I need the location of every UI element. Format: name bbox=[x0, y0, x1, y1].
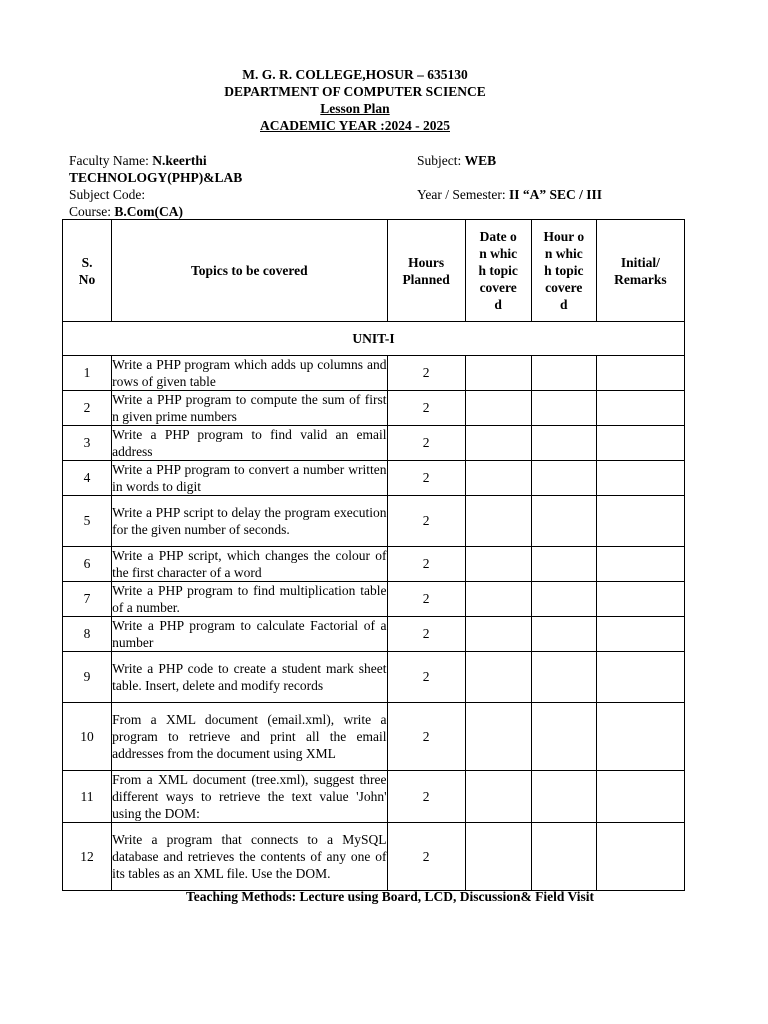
row-date-covered bbox=[465, 617, 531, 652]
row-sno: 11 bbox=[63, 771, 112, 823]
row-sno: 5 bbox=[63, 496, 112, 547]
row-hours: 2 bbox=[387, 617, 465, 652]
row-date-covered bbox=[465, 547, 531, 582]
row-hour-covered bbox=[531, 771, 596, 823]
table-row bbox=[63, 496, 685, 547]
row-hour-covered bbox=[531, 496, 596, 547]
row-sno: 8 bbox=[63, 617, 112, 652]
subject bbox=[417, 152, 496, 169]
table-row bbox=[63, 582, 685, 617]
header-hours: Hours Planned bbox=[387, 220, 465, 322]
table-row bbox=[63, 617, 685, 652]
row-topic: Write a PHP script, which changes the colour of the first character of a word bbox=[112, 548, 387, 580]
course-label: Course: bbox=[69, 204, 115, 219]
row-hours: 2 bbox=[387, 703, 465, 771]
course-value: B.Com(CA) bbox=[114, 204, 183, 219]
row-sno: 6 bbox=[63, 547, 112, 582]
row-hour-covered bbox=[531, 582, 596, 617]
academic-year-text: ACADEMIC YEAR :2024 - 2025 bbox=[260, 118, 450, 133]
row-remarks bbox=[596, 461, 684, 496]
row-sno: 7 bbox=[63, 582, 112, 617]
row-remarks bbox=[596, 356, 684, 391]
row-sno: 2 bbox=[63, 391, 112, 426]
row-hours: 2 bbox=[387, 461, 465, 496]
row-hour-covered bbox=[531, 391, 596, 426]
row-topic: Write a PHP program to compute the sum of first n given prime numbers bbox=[112, 392, 387, 424]
row-sno: 1 bbox=[63, 356, 112, 391]
header-date-covered: Date on which topic covere d bbox=[465, 220, 531, 322]
row-hours: 2 bbox=[387, 426, 465, 461]
header-remarks: Initial/ Remarks bbox=[596, 220, 684, 322]
row-date-covered bbox=[465, 461, 531, 496]
course bbox=[69, 203, 183, 220]
row-date-covered bbox=[465, 426, 531, 461]
row-hours: 2 bbox=[387, 582, 465, 617]
row-hour-covered bbox=[531, 547, 596, 582]
table-row bbox=[63, 652, 685, 703]
year-semester bbox=[417, 186, 602, 203]
row-hour-covered bbox=[531, 823, 596, 891]
row-sno: 4 bbox=[63, 461, 112, 496]
faculty-name bbox=[69, 152, 207, 169]
row-remarks bbox=[596, 771, 684, 823]
unit-row bbox=[63, 322, 685, 356]
row-topic: Write a PHP program to find valid an email address bbox=[112, 427, 387, 459]
faculty-label: Faculty Name: bbox=[69, 153, 153, 168]
row-topic: From a XML document (email.xml), write a program to retrieve and print all the email addresses from the document using XML bbox=[112, 703, 387, 771]
table-row bbox=[63, 823, 685, 891]
row-date-covered bbox=[465, 391, 531, 426]
row-topic: Write a program that connects to a MySQL database and retrieves the contents of any one of its tables as an XML file. Use the DOM. bbox=[112, 823, 387, 891]
lesson-plan-table bbox=[62, 219, 685, 891]
faculty-value: N.keerthi bbox=[152, 153, 207, 168]
row-remarks bbox=[596, 703, 684, 771]
table-header-row bbox=[63, 220, 685, 322]
row-topic: From a XML document (tree.xml), suggest three different ways to retrieve the text value 'John' using the DOM: bbox=[112, 772, 387, 821]
table-row bbox=[63, 356, 685, 391]
row-remarks bbox=[596, 547, 684, 582]
row-topic: Write a PHP script to delay the program execution for the given number of seconds. bbox=[112, 496, 387, 547]
document-type-text: Lesson Plan bbox=[320, 101, 390, 116]
teaching-methods: Teaching Methods: Lecture using Board, LCD, Discussion& Field Visit bbox=[185, 889, 595, 904]
row-hours: 2 bbox=[387, 652, 465, 703]
row-date-covered bbox=[465, 771, 531, 823]
header-sno: S. No bbox=[63, 220, 112, 322]
row-hours: 2 bbox=[387, 547, 465, 582]
row-remarks bbox=[596, 391, 684, 426]
row-date-covered bbox=[465, 582, 531, 617]
row-remarks bbox=[596, 582, 684, 617]
row-hours: 2 bbox=[387, 771, 465, 823]
header-hour-covered: Hour on which topic covere d bbox=[531, 220, 596, 322]
row-topic: Write a PHP program which adds up columns and rows of given table bbox=[112, 357, 387, 389]
subject-value-line1: WEB bbox=[464, 153, 497, 168]
row-hour-covered bbox=[531, 703, 596, 771]
row-hour-covered bbox=[531, 652, 596, 703]
year-value: II “A” SEC / III bbox=[509, 187, 603, 202]
row-sno: 9 bbox=[63, 652, 112, 703]
row-hour-covered bbox=[531, 461, 596, 496]
row-topic: Write a PHP program to find multiplication table of a number. bbox=[112, 583, 387, 615]
row-date-covered bbox=[465, 703, 531, 771]
subject-continued bbox=[69, 169, 242, 186]
year-label: Year / Semester: bbox=[417, 187, 509, 202]
row-hour-covered bbox=[531, 426, 596, 461]
department-name: DEPARTMENT OF COMPUTER SCIENCE bbox=[224, 84, 486, 99]
row-sno: 12 bbox=[63, 823, 112, 891]
subject-code bbox=[69, 186, 145, 203]
row-hour-covered bbox=[531, 617, 596, 652]
table-row bbox=[63, 547, 685, 582]
table-row bbox=[63, 703, 685, 771]
row-remarks bbox=[596, 617, 684, 652]
document-type bbox=[0, 100, 710, 117]
row-sno: 10 bbox=[63, 703, 112, 771]
table-row bbox=[63, 391, 685, 426]
row-topic: Write a PHP program to convert a number written in words to digit bbox=[112, 462, 387, 494]
subject-value-line2: TECHNOLOGY(PHP)&LAB bbox=[69, 170, 243, 185]
row-topic: Write a PHP program to calculate Factorial of a number bbox=[112, 618, 387, 650]
row-sno: 3 bbox=[63, 426, 112, 461]
row-remarks bbox=[596, 426, 684, 461]
subject-label: Subject: bbox=[417, 153, 465, 168]
row-date-covered bbox=[465, 823, 531, 891]
unit-title: UNIT-I bbox=[63, 322, 685, 356]
row-hour-covered bbox=[531, 356, 596, 391]
table-row bbox=[63, 771, 685, 823]
row-hours: 2 bbox=[387, 356, 465, 391]
table-row bbox=[63, 426, 685, 461]
row-date-covered bbox=[465, 496, 531, 547]
row-remarks bbox=[596, 823, 684, 891]
table-row bbox=[63, 461, 685, 496]
row-remarks bbox=[596, 496, 684, 547]
row-topic: Write a PHP code to create a student mark sheet table. Insert, delete and modify records bbox=[112, 652, 387, 703]
header-topics: Topics to be covered bbox=[112, 220, 387, 322]
subject-code-label: Subject Code: bbox=[69, 187, 146, 202]
row-remarks bbox=[596, 652, 684, 703]
academic-year bbox=[0, 117, 710, 134]
row-date-covered bbox=[465, 356, 531, 391]
college-name: M. G. R. COLLEGE,HOSUR – 635130 bbox=[242, 67, 468, 82]
row-hours: 2 bbox=[387, 496, 465, 547]
row-hours: 2 bbox=[387, 823, 465, 891]
row-date-covered bbox=[465, 652, 531, 703]
row-hours: 2 bbox=[387, 391, 465, 426]
